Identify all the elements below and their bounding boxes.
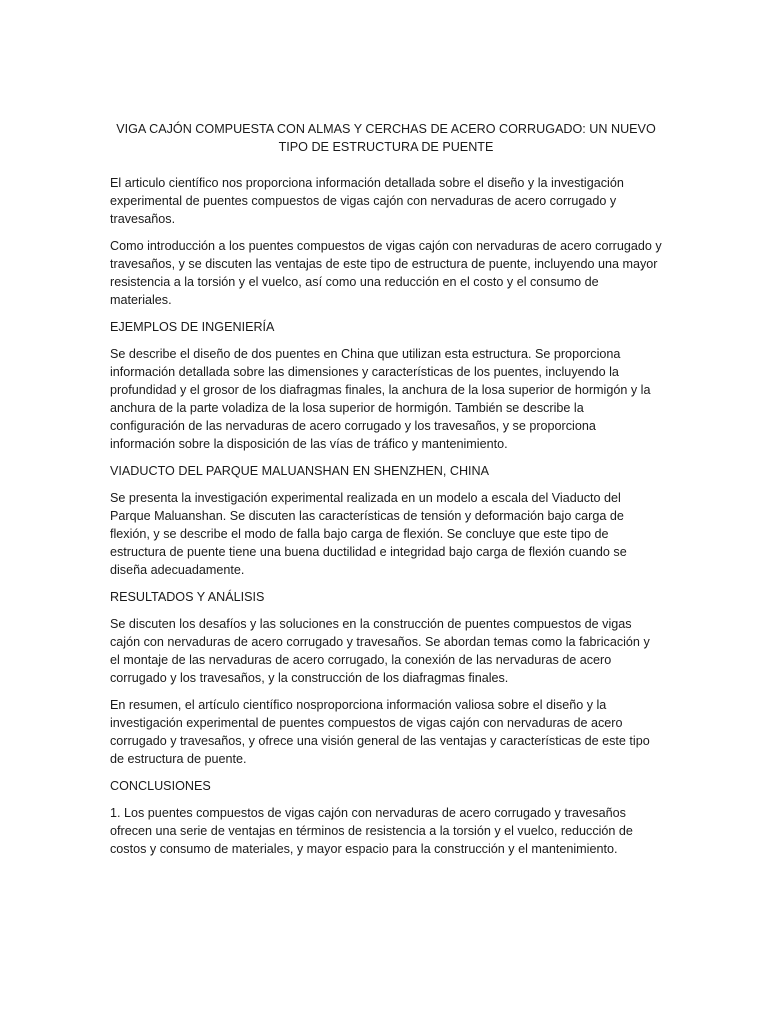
paragraph-conclusion-1: 1. Los puentes compuestos de vigas cajón con nervaduras de acero corrugado y travesaños ofrecen una serie de ventajas en términos de resistencia a la torsión y el vuelco, reducción de costos y consumo de materiales, y mayor espacio para la construcción y el mantenimiento. <box>110 806 633 856</box>
section-heading-engineering-examples: EJEMPLOS DE INGENIERÍA <box>110 320 275 334</box>
section-heading-results: RESULTADOS Y ANÁLISIS <box>110 590 265 604</box>
section-heading-conclusions: CONCLUSIONES <box>110 779 211 793</box>
section-heading-viaduct: VIADUCTO DEL PARQUE MALUANSHAN EN SHENZHEN, CHINA <box>110 464 490 478</box>
paragraph-introduction: Como introducción a los puentes compuestos de vigas cajón con nervaduras de acero corrugado y travesaños, y se discuten las ventajas de este tipo de estructura de puente, incluyendo una mayor resistencia a la torsión y el vuelco, así como una reducción en el costo y el consumo de materiales. <box>110 239 662 307</box>
paragraph-results: Se discuten los desafíos y las soluciones en la construcción de puentes compuestos de vigas cajón con nervaduras de acero corrugado y travesaños. Se abordan temas como la fabricación y el montaje de las nervaduras de acero corrugado, la conexión de las nervaduras de acero corrugado y los travesaños, y la construcción de los diafragmas finales. <box>110 617 650 685</box>
document-body <box>110 120 662 867</box>
paragraph-summary: En resumen, el artículo científico nosproporciona información valiosa sobre el diseño y la investigación experimental de puentes compuestos de vigas cajón con nervaduras de acero corrugado y travesaños, y ofrece una visión general de las ventajas y características de este tipo de estructura de puente. <box>110 698 650 766</box>
document-title: VIGA CAJÓN COMPUESTA CON ALMAS Y CERCHAS DE ACERO CORRUGADO: UN NUEVO TIPO DE ESTRUCTURA DE PUENTE <box>116 122 656 154</box>
paragraph-engineering-examples: Se describe el diseño de dos puentes en China que utilizan esta estructura. Se proporciona información detallada sobre las dimensiones y características de los puentes, incluyendo la profundidad y el grosor de los diafragmas finales, la anchura de la losa superior de hormigón y la anchura de la parte voladiza de la losa superior de hormigón. También se describe la configuración de las nervaduras de acero corrugado y los travesaños, y se proporciona información sobre la disposición de las vías de tráfico y mantenimiento. <box>110 347 651 451</box>
paragraph-intro: El articulo científico nos proporciona información detallada sobre el diseño y la investigación experimental de puentes compuestos de vigas cajón con nervaduras de acero corrugado y travesaños. <box>110 176 624 226</box>
paragraph-viaduct: Se presenta la investigación experimental realizada en un modelo a escala del Viaducto del Parque Maluanshan. Se discuten las características de tensión y deformación bajo carga de flexión, y se describe el modo de falla bajo carga de flexión. Se concluye que este tipo de estructura de puente tiene una buena ductilidad e integridad bajo carga de flexión cuando se diseña adecuadamente. <box>110 491 627 577</box>
